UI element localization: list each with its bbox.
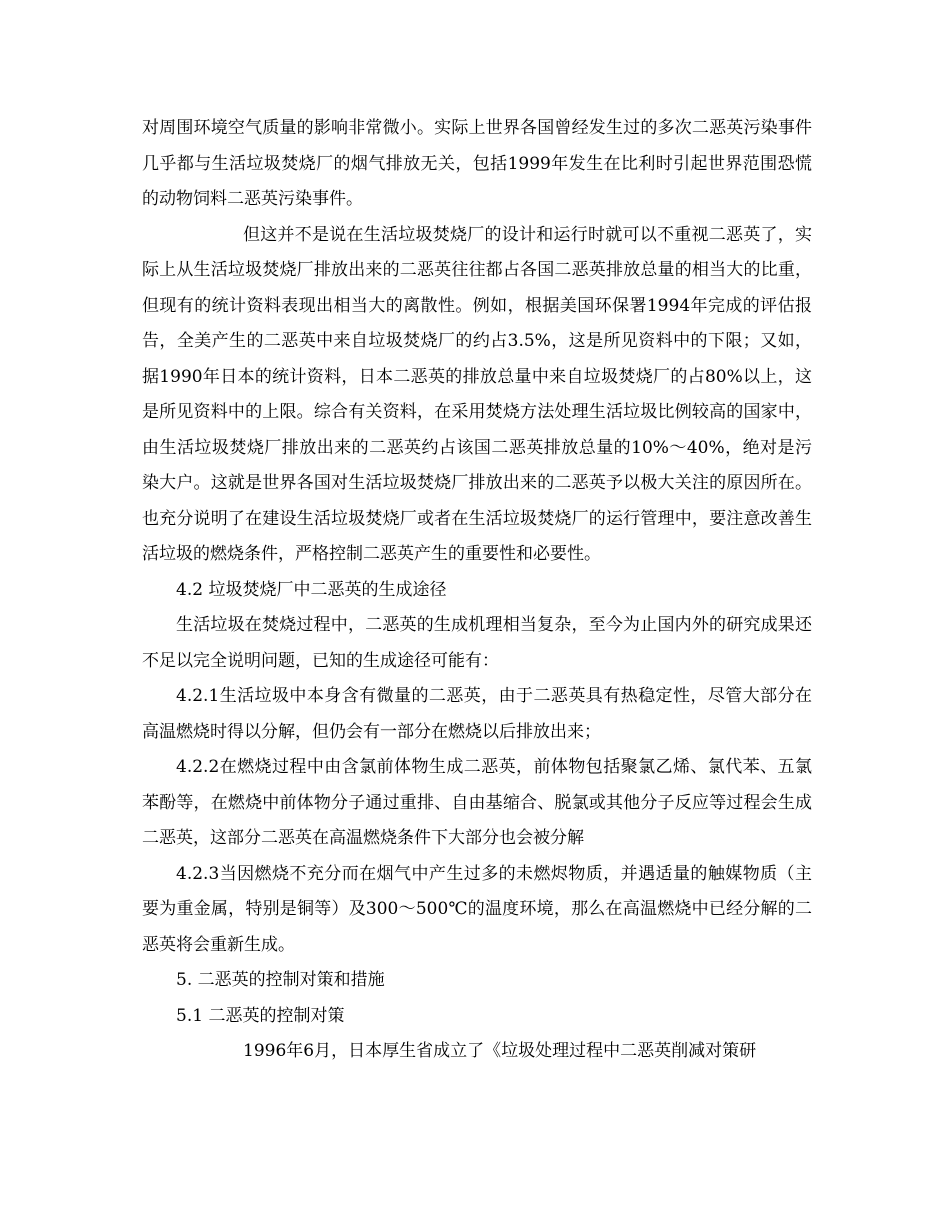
paragraph-continuation: 对周围环境空气质量的影响非常微小。实际上世界各国曾经发生过的多次二恶英污染事件几乎都与生活垃圾焚烧厂的烟气排放无关，包括1999年发生在比利时引起世界范围恐慌的动物饲料二恶英污染事件。 [142, 118, 812, 209]
section-heading-5: 5. 二恶英的控制对策和措施 [176, 970, 385, 990]
paragraph-4-2-1: 4.2.1生活垃圾中本身含有微量的二恶英，由于二恶英具有热稳定性，尽管大部分在高温燃烧时得以分解，但仍会有一部分在燃烧以后排放出来； [142, 686, 812, 742]
section-heading-4-2: 4.2 垃圾焚烧厂中二恶英的生成途径 [176, 579, 447, 600]
paragraph-japan-1996: 1996年6月，日本厚生省成立了《垃圾处理过程中二恶英削减对策研 [243, 1041, 757, 1061]
section-heading-5-1: 5.1 二恶英的控制对策 [176, 1005, 345, 1026]
paragraph-4-2-2: 4.2.2在燃烧过程中由含氯前体物生成二恶英，前体物包括聚氯乙烯、氯代苯、五氯苯酚等，在燃烧中前体物分子通过重排、自由基缩合、脱氯或其他分子反应等过程会生成二恶英，这部分二恶英在高温燃烧条件下大部分也会被分解 [142, 757, 812, 848]
paragraph-dioxin-share: 但这并不是说在生活垃圾焚烧厂的设计和运行时就可以不重视二恶英了，实际上从生活垃圾焚烧厂排放出来的二恶英往往都占各国二恶英排放总量的相当大的比重，但现有的统计资料表现出相当大的离散性。例如，根据美国环保署1994年完成的评估报告，全美产生的二恶英中来自垃圾焚烧厂的约占3.5%，这是所见资料中的下限；又如，据1990年日本的统计资料，日本二恶英的排放总量中来自垃圾焚烧厂的占80%以上，这是所见资料中的上限。综合有关资料，在采用焚烧方法处理生活垃圾比例较高的国家中，由生活垃圾焚烧厂排放出来的二恶英约占该国二恶英排放总量的10%～40%，绝对是污染大户。这就是世界各国对生活垃圾焚烧厂排放出来的二恶英予以极大关注的原因所在。也充分说明了在建设生活垃圾焚烧厂或者在生活垃圾焚烧厂的运行管理中，要注意改善生活垃圾的燃烧条件，严格控制二恶英产生的重要性和必要性。 [142, 224, 812, 564]
document-body [142, 111, 812, 1070]
paragraph-4-2-3: 4.2.3当因燃烧不充分而在烟气中产生过多的未燃烬物质，并遇适量的触媒物质（主要为重金属，特别是铜等）及300～500℃的温度环境，那么在高温燃烧中已经分解的二恶英将会重新生成。 [142, 863, 812, 955]
paragraph-generation-intro: 生活垃圾在焚烧过程中，二恶英的生成机理相当复杂，至今为止国内外的研究成果还不足以完全说明问题，已知的生成途径可能有： [142, 615, 812, 671]
